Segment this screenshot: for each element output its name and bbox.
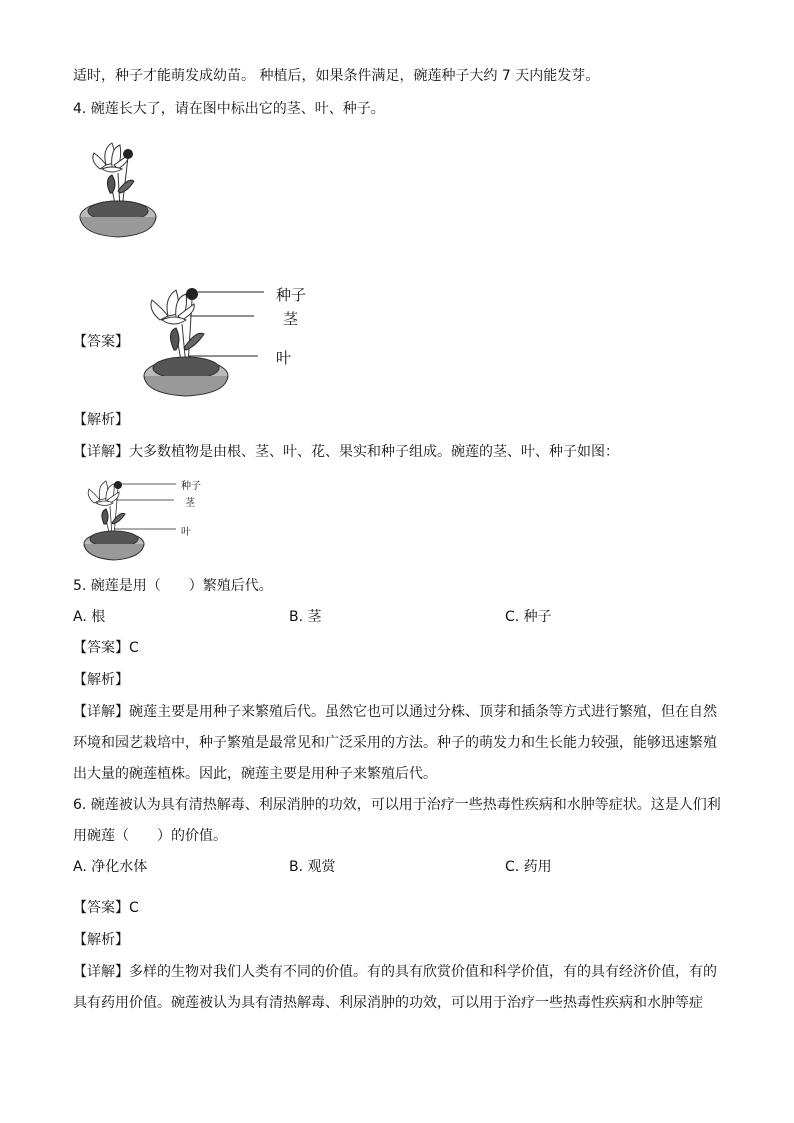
- detail-5-line-3: 出大量的碗莲植株。因此，碗莲主要是用种子来繁殖后代。: [73, 766, 437, 782]
- small-label-seed: 种子: [181, 481, 201, 492]
- question-4: 4. 碗莲长大了，请在图中标出它的茎、叶、种子。: [73, 101, 385, 117]
- q5-option-a: A. 根: [73, 609, 106, 625]
- question-6-line-2: 用碗莲（ ）的价值。: [73, 828, 227, 844]
- q5-option-b: B. 茎: [289, 609, 322, 625]
- lotus-figure-answer: [130, 278, 280, 403]
- small-label-stem: 茎: [185, 498, 195, 509]
- detail-6-line-1: 【详解】多样的生物对我们人类有不同的价值。有的具有欣赏价值和科学价值，有的具有经济价值，有的: [73, 964, 717, 980]
- label-seed: 种子: [276, 286, 307, 304]
- analysis-6-label: 【解析】: [73, 932, 129, 948]
- detail-5-line-2: 环境和园艺栽培中，种子繁殖是最常见和广泛采用的方法。种子的萌发力和生长能力较强，能够迅速繁殖: [73, 735, 717, 751]
- label-leaf: 叶: [276, 349, 292, 367]
- question-5: 5. 碗莲是用（ ）繁殖后代。: [73, 578, 273, 594]
- answer-6: 【答案】C: [73, 900, 139, 916]
- small-label-leaf: 叶: [181, 527, 191, 538]
- analysis-5-label: 【解析】: [73, 672, 129, 688]
- detail-5-line-1: 【详解】碗莲主要是用种子来繁殖后代。虽然它也可以通过分株、顶芽和插条等方式进行繁殖，但在自然: [73, 704, 717, 720]
- detail-6-line-2: 具有药用价值。碗莲被认为具有清热解毒、利尿消肿的功效，可以用于治疗一些热毒性疾病和水肿等症: [73, 995, 703, 1011]
- analysis-4-label: 【解析】: [73, 412, 129, 428]
- q6-option-a: A. 净化水体: [73, 859, 148, 875]
- answer-5: 【答案】C: [73, 640, 139, 656]
- question-6-line-1: 6. 碗莲被认为具有清热解毒、利尿消肿的功效，可以用于治疗一些热毒性疾病和水肿等症状。这是人们利: [73, 797, 721, 813]
- lotus-figure-question: [72, 135, 162, 243]
- answer-4-label: 【答案】: [73, 334, 129, 350]
- q6-option-b: B. 观赏: [289, 859, 336, 875]
- label-stem: 茎: [283, 310, 299, 328]
- detail-4: 【详解】大多数植物是由根、茎、叶、花、果实和种子组成。碗莲的茎、叶、种子如图：: [73, 444, 619, 460]
- text-line: 适时，种子才能萌发成幼苗。 种植后，如果条件满足，碗莲种子大约 7 天内能发芽。: [73, 68, 600, 84]
- q6-option-c: C. 药用: [505, 859, 552, 875]
- q5-option-c: C. 种子: [505, 609, 552, 625]
